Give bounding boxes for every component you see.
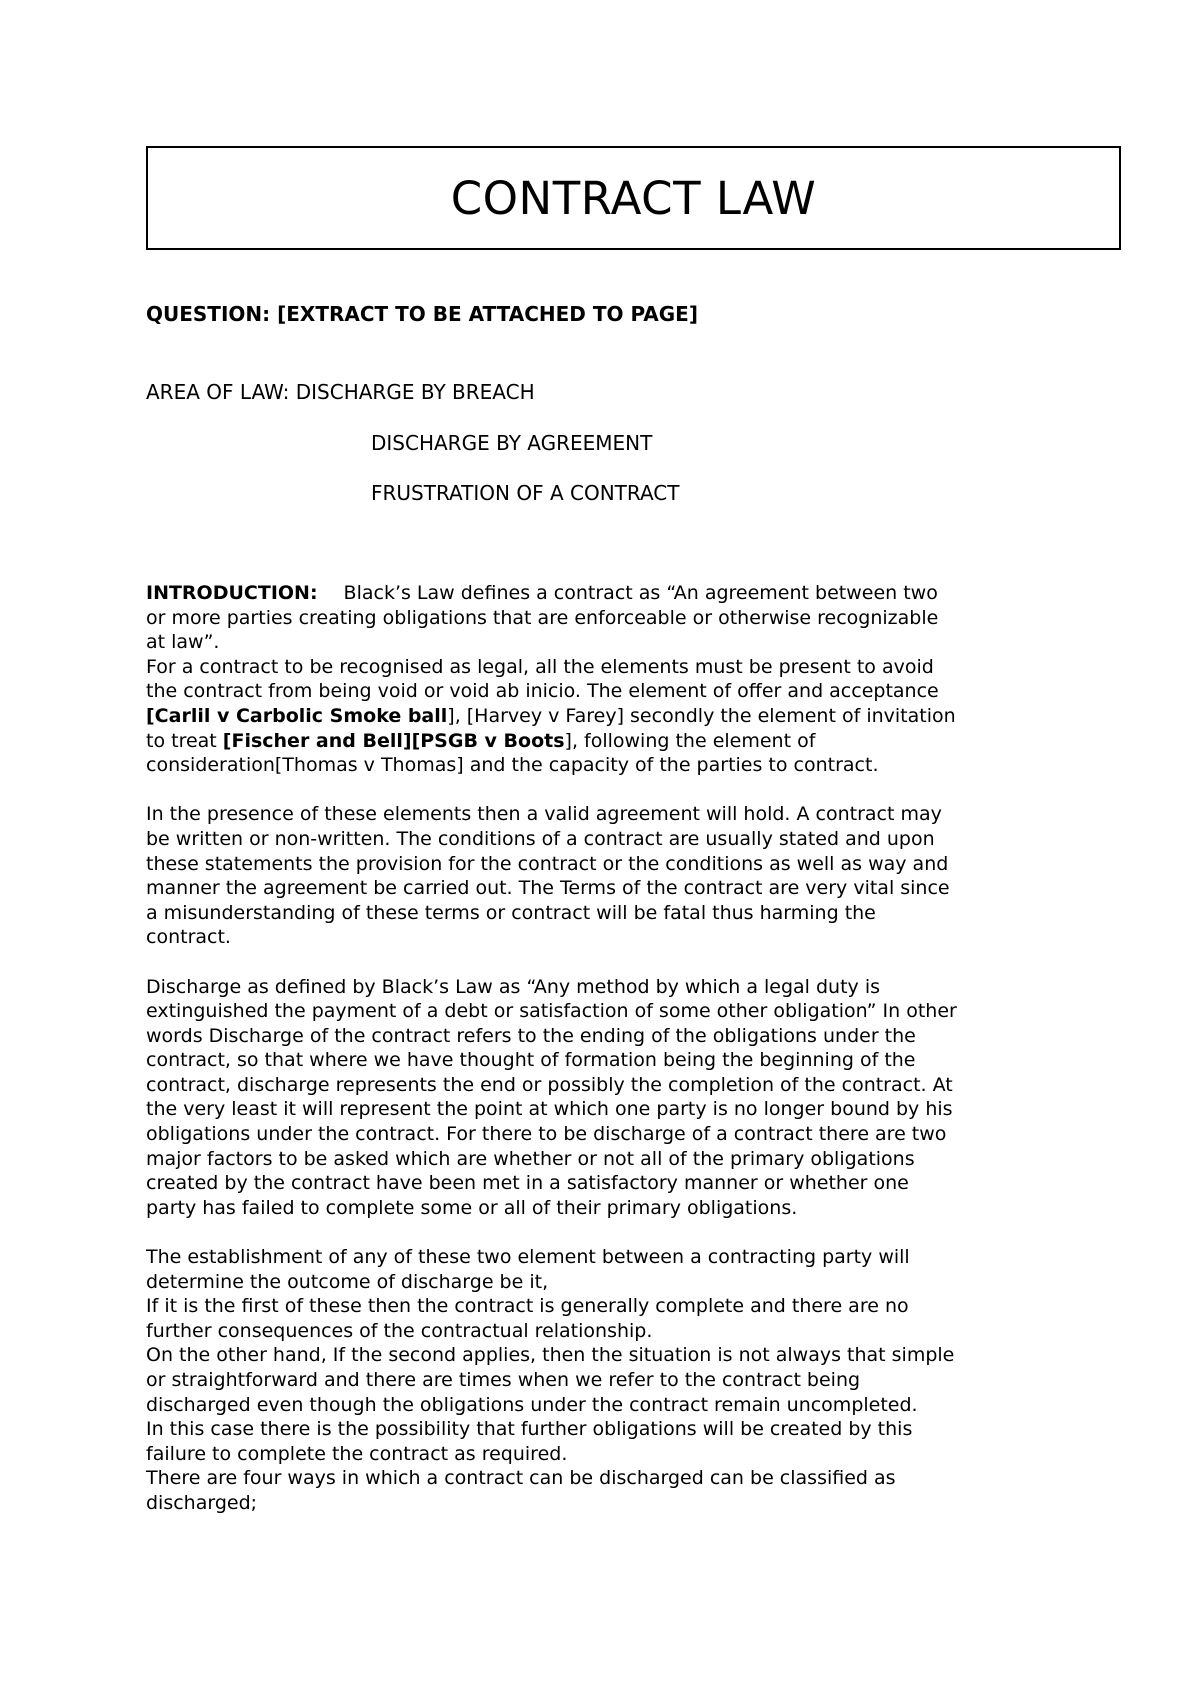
paragraph-establishment xyxy=(146,1245,1076,1516)
para4-line: There are four ways in which a contract can be discharged can be classified as xyxy=(146,1467,896,1490)
para4-line: If it is the first of these then the contract is generally complete and there are no xyxy=(146,1295,909,1318)
intro-line-4: For a contract to be recognised as legal, all the elements must be present to avoid xyxy=(146,655,934,678)
para2-line: a misunderstanding of these terms or contract will be fatal thus harming the xyxy=(146,901,876,924)
para4-line: failure to complete the contract as required. xyxy=(146,1442,568,1465)
intro-line-8: consideration[Thomas v Thomas] and the capacity of the parties to contract. xyxy=(146,754,879,777)
page-title: CONTRACT LAW xyxy=(450,171,817,225)
para4-line: The establishment of any of these two element between a contracting party will xyxy=(146,1246,910,1269)
intro-line-6-rest: ], [Harvey v Farey] secondly the element of invitation xyxy=(447,704,956,727)
intro-line-1: Black’s Law defines a contract as “An agreement between two xyxy=(343,582,938,604)
intro-line-7-rest: ], following the element of xyxy=(564,729,816,752)
intro-line-2: or more parties creating obligations that are enforceable or otherwise recognizable xyxy=(146,606,939,629)
intro-line-7-start: to treat xyxy=(146,729,223,752)
introduction-heading: INTRODUCTION: xyxy=(146,582,318,604)
title-box xyxy=(146,146,1121,250)
para3-line: created by the contract have been met in a satisfactory manner or whether one xyxy=(146,1172,909,1195)
para3-line: party has failed to complete some or all of their primary obligations. xyxy=(146,1196,798,1219)
para3-line: contract, discharge represents the end or possibly the completion of the contract. At xyxy=(146,1073,953,1096)
para3-line: contract, so that where we have thought of formation being the beginning of the xyxy=(146,1049,916,1072)
area-of-law-line-1: AREA OF LAW: DISCHARGE BY BREACH xyxy=(146,380,535,404)
para2-line: In the presence of these elements then a valid agreement will hold. A contract may xyxy=(146,803,942,826)
area-of-law-line-2: DISCHARGE BY AGREEMENT xyxy=(371,431,653,455)
document-body xyxy=(146,581,1076,1516)
case-citation-carlil: [Carlil v Carbolic Smoke ball xyxy=(146,704,448,727)
para4-line: discharged; xyxy=(146,1491,258,1514)
para3-line: major factors to be asked which are whether or not all of the primary obligations xyxy=(146,1147,915,1170)
question-heading: QUESTION: [EXTRACT TO BE ATTACHED TO PAGE] xyxy=(146,302,698,326)
para3-line: extinguished the payment of a debt or satisfaction of some other obligation” In other xyxy=(146,1000,957,1023)
paragraph-elements xyxy=(146,802,1076,950)
para2-line: contract. xyxy=(146,926,231,949)
intro-line-3: at law”. xyxy=(146,631,220,654)
introduction-paragraph xyxy=(146,581,1076,778)
para3-line: obligations under the contract. For there to be discharge of a contract there are two xyxy=(146,1123,947,1146)
para4-line: further consequences of the contractual relationship. xyxy=(146,1319,653,1342)
case-citation-fischer-psgb: [Fischer and Bell][PSGB v Boots xyxy=(222,729,565,752)
paragraph-discharge-definition xyxy=(146,975,1076,1221)
para3-line: Discharge as defined by Black’s Law as “Any method by which a legal duty is xyxy=(146,975,881,998)
para2-line: these statements the provision for the contract or the conditions as well as way and xyxy=(146,852,949,875)
para4-line: or straightforward and there are times when we refer to the contract being xyxy=(146,1369,861,1391)
para3-line: the very least it will represent the point at which one party is no longer bound by his xyxy=(146,1098,953,1121)
para2-line: be written or non-written. The conditions of a contract are usually stated and upon xyxy=(146,827,935,850)
intro-line-5: the contract from being void or void ab inicio. The element of offer and acceptance xyxy=(146,680,939,703)
para4-line: determine the outcome of discharge be it, xyxy=(146,1270,549,1293)
para4-line: On the other hand, If the second applies, then the situation is not always that simple xyxy=(146,1344,955,1367)
para3-line: words Discharge of the contract refers to the ending of the obligations under the xyxy=(146,1024,916,1047)
para4-line: In this case there is the possibility that further obligations will be created by this xyxy=(146,1418,913,1441)
para2-line: manner the agreement be carried out. The Terms of the contract are very vital since xyxy=(146,877,950,900)
para4-line: discharged even though the obligations under the contract remain uncompleted. xyxy=(146,1393,918,1416)
area-of-law-line-3: FRUSTRATION OF A CONTRACT xyxy=(371,481,680,505)
